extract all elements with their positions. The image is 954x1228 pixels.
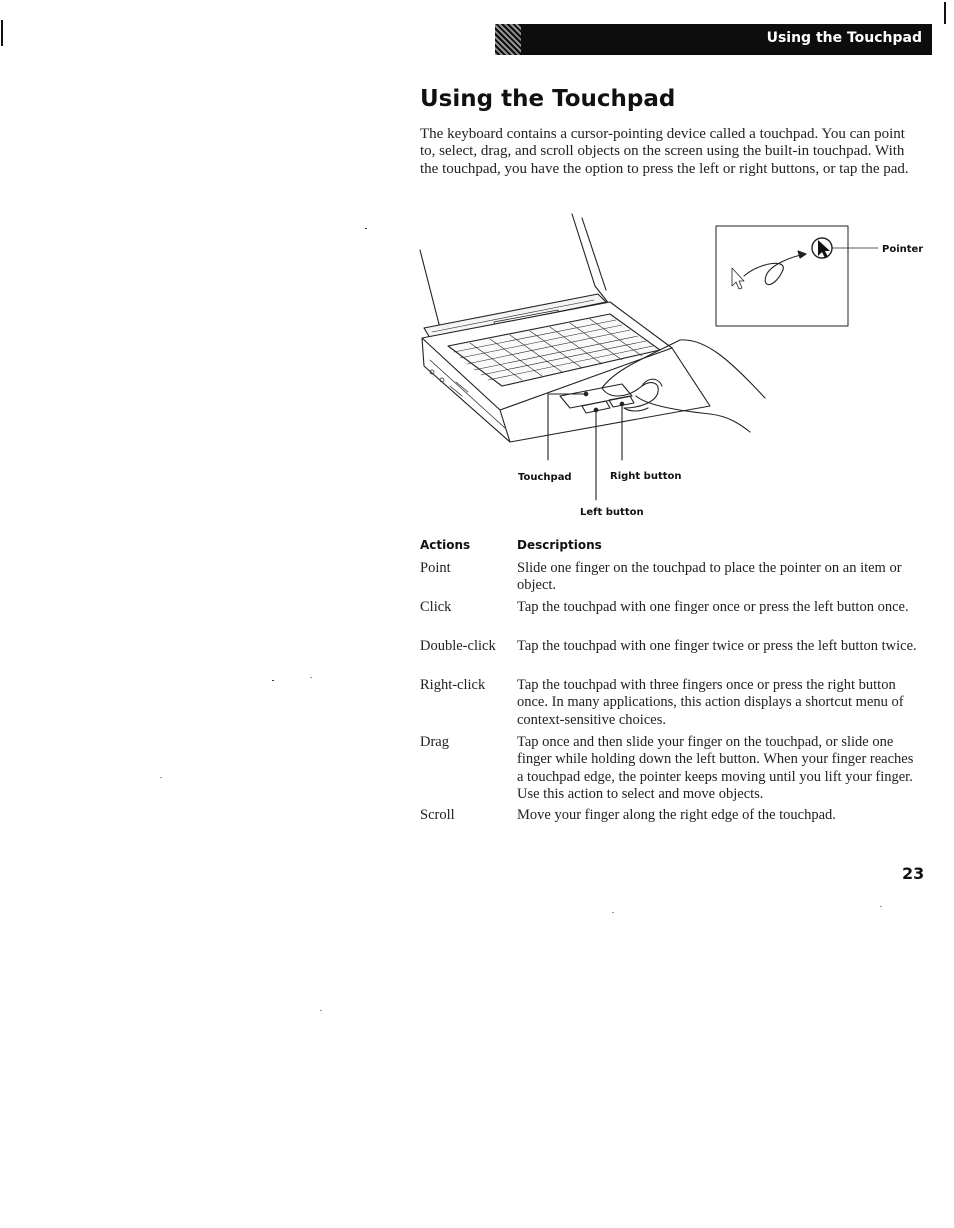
scan-speck <box>272 680 274 681</box>
touchpad-illustration <box>410 210 940 530</box>
action-name: Point <box>420 560 451 576</box>
right-button-label: Right button <box>610 471 682 482</box>
pointer-label: Pointer <box>882 244 924 255</box>
action-description: Move your finger along the right edge of the touchpad. <box>517 807 836 823</box>
page-number: 23 <box>902 864 925 883</box>
action-name: Scroll <box>420 807 455 823</box>
scan-speck <box>880 906 882 907</box>
header-texture <box>495 24 521 55</box>
left-button-label: Left button <box>580 507 644 518</box>
action-name: Click <box>420 599 452 615</box>
left-margin-mark <box>1 20 3 46</box>
action-description: Tap the touchpad with one finger once or press the left button once. <box>517 599 909 615</box>
actions-header: Actions <box>420 538 471 552</box>
scan-speck <box>365 228 367 229</box>
right-margin-mark <box>944 2 946 24</box>
page-title: Using the Touchpad <box>420 86 676 112</box>
action-name: Drag <box>420 734 449 750</box>
running-header <box>495 24 932 55</box>
action-name: Double-click <box>420 638 496 654</box>
scan-speck <box>310 677 312 678</box>
scan-speck <box>320 1010 322 1011</box>
scan-speck <box>612 912 614 913</box>
action-description: Tap the touchpad with three fingers once or press the right button once. In many applications, this action displays a shortcut menu of context-sensitive choices. <box>517 677 904 728</box>
scan-speck <box>160 777 162 778</box>
action-description: Tap the touchpad with one finger twice or press the left button twice. <box>517 638 917 654</box>
running-header-title: Using the Touchpad <box>766 30 922 46</box>
laptop-drawing <box>410 210 940 530</box>
action-description: Tap once and then slide your finger on the touchpad, or slide one finger while holding down the left button. When your finger reaches a touchpad edge, the pointer keeps moving until you lift your finger. Use this action to select and move objects. <box>517 734 914 802</box>
descriptions-header: Descriptions <box>517 538 602 552</box>
intro-paragraph: The keyboard contains a cursor-pointing device called a touchpad. You can point to, select, drag, and scroll objects on the screen using the built-in touchpad. With the touchpad, you have the option to press the left or right buttons, or tap the pad. <box>420 126 909 177</box>
touchpad-label: Touchpad <box>518 472 572 483</box>
action-name: Right-click <box>420 677 486 693</box>
action-description: Slide one finger on the touchpad to place the pointer on an item or object. <box>517 560 902 594</box>
